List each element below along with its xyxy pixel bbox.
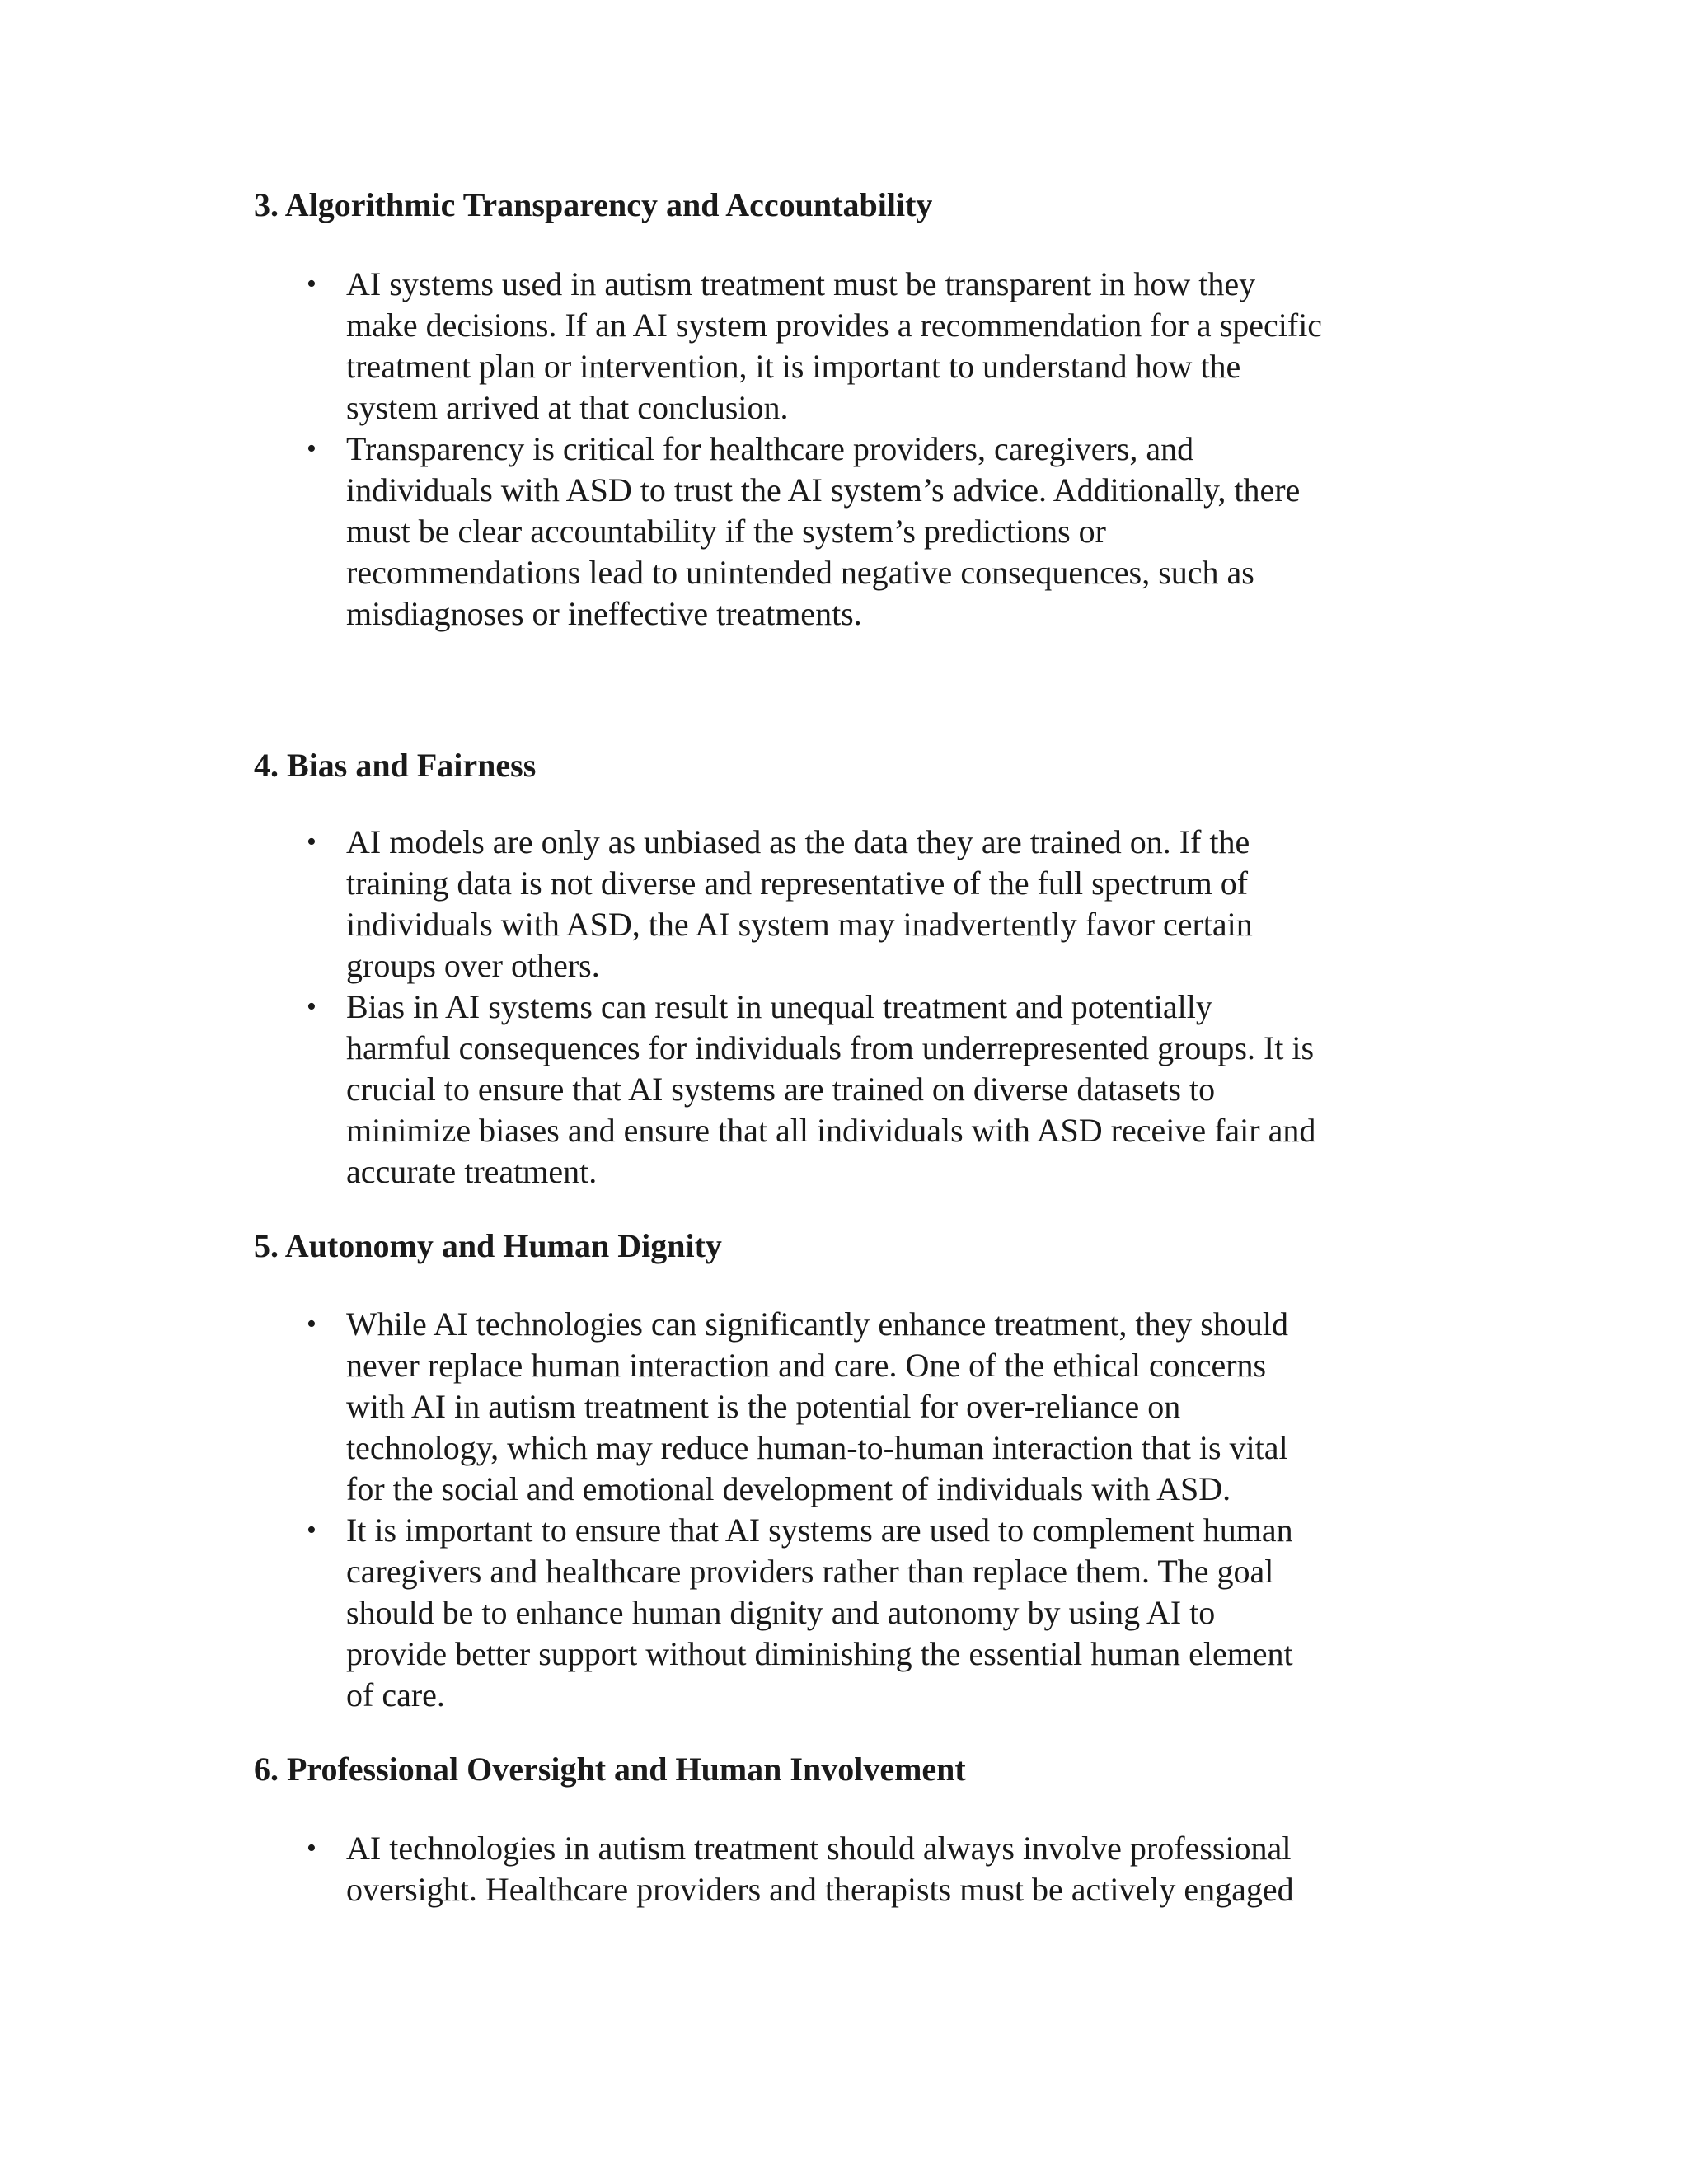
text-line: AI technologies in autism treatment should always involve professional [346,1830,1292,1867]
text-line: system arrived at that conclusion. [346,389,789,426]
text-line: Bias in AI systems can result in unequal treatment and potentially [346,988,1212,1025]
text-line: treatment plan or intervention, it is important to understand how the [346,348,1241,385]
section-heading-6: 6. Professional Oversight and Human Involvement [254,1750,966,1788]
bullet-text [346,1304,1475,1510]
section-5-bullet-list [0,1304,1475,1716]
bullet-text [346,822,1475,987]
text-line: technology, which may reduce human-to-human interaction that is vital [346,1429,1288,1466]
section-heading-4: 4. Bias and Fairness [254,747,537,784]
text-line: Transparency is critical for healthcare providers, caregivers, and [346,430,1194,467]
text-line: should be to enhance human dignity and autonomy by using AI to [346,1594,1216,1631]
text-line: groups over others. [346,947,600,984]
bullet-item [0,1304,1475,1510]
text-line: individuals with ASD to trust the AI system’s advice. Additionally, there [346,471,1301,509]
bullet-text [346,429,1475,635]
bullet-text [346,264,1475,429]
text-line: caregivers and healthcare providers rather than replace them. The goal [346,1553,1274,1590]
text-line: with AI in autism treatment is the potential for over-reliance on [346,1388,1181,1425]
bullet-icon: • [307,827,316,857]
section-3-bullet-list [0,264,1475,635]
text-line: AI systems used in autism treatment must be transparent in how they [346,265,1256,302]
text-line: recommendations lead to unintended negative consequences, such as [346,554,1254,591]
text-line: oversight. Healthcare providers and therapists must be actively engaged [346,1871,1294,1908]
bullet-item [0,1828,1475,1910]
text-line: harmful consequences for individuals from underrepresented groups. It is [346,1029,1315,1066]
text-line: crucial to ensure that AI systems are trained on diverse datasets to [346,1071,1216,1108]
text-line: never replace human interaction and care. One of the ethical concerns [346,1347,1267,1384]
bullet-icon: • [307,991,316,1022]
text-line: While AI technologies can significantly enhance treatment, they should [346,1305,1288,1343]
section-heading-3: 3. Algorithmic Transparency and Accountability [254,186,933,223]
text-line: training data is not diverse and representative of the full spectrum of [346,865,1249,902]
section-6-bullet-list [0,1828,1475,1910]
text-line: make decisions. If an AI system provides a recommendation for a specific [346,307,1323,344]
text-line: of care. [346,1676,445,1713]
text-line: must be clear accountability if the system’s predictions or [346,513,1106,550]
text-line: individuals with ASD, the AI system may inadvertently favor certain [346,906,1253,943]
bullet-icon: • [307,1309,316,1339]
bullet-icon: • [307,269,316,299]
bullet-item [0,1510,1475,1716]
text-line: provide better support without diminishing the essential human element [346,1635,1293,1672]
text-line: It is important to ensure that AI systems are used to complement human [346,1511,1293,1549]
section-4-bullet-list [0,822,1475,1193]
text-line: accurate treatment. [346,1153,598,1190]
bullet-text [346,987,1475,1193]
bullet-icon: • [307,434,316,464]
bullet-item [0,264,1475,429]
bullet-icon: • [307,1833,316,1863]
text-line: misdiagnoses or ineffective treatments. [346,595,862,632]
bullet-item [0,987,1475,1193]
text-line: minimize biases and ensure that all individuals with ASD receive fair and [346,1112,1316,1149]
text-line: for the social and emotional development of individuals with ASD. [346,1470,1231,1507]
bullet-item [0,429,1475,635]
bullet-icon: • [307,1515,316,1545]
bullet-text [346,1828,1475,1910]
section-heading-5: 5. Autonomy and Human Dignity [254,1227,722,1264]
bullet-item [0,822,1475,987]
bullet-text [346,1510,1475,1716]
text-line: AI models are only as unbiased as the data they are trained on. If the [346,823,1250,860]
